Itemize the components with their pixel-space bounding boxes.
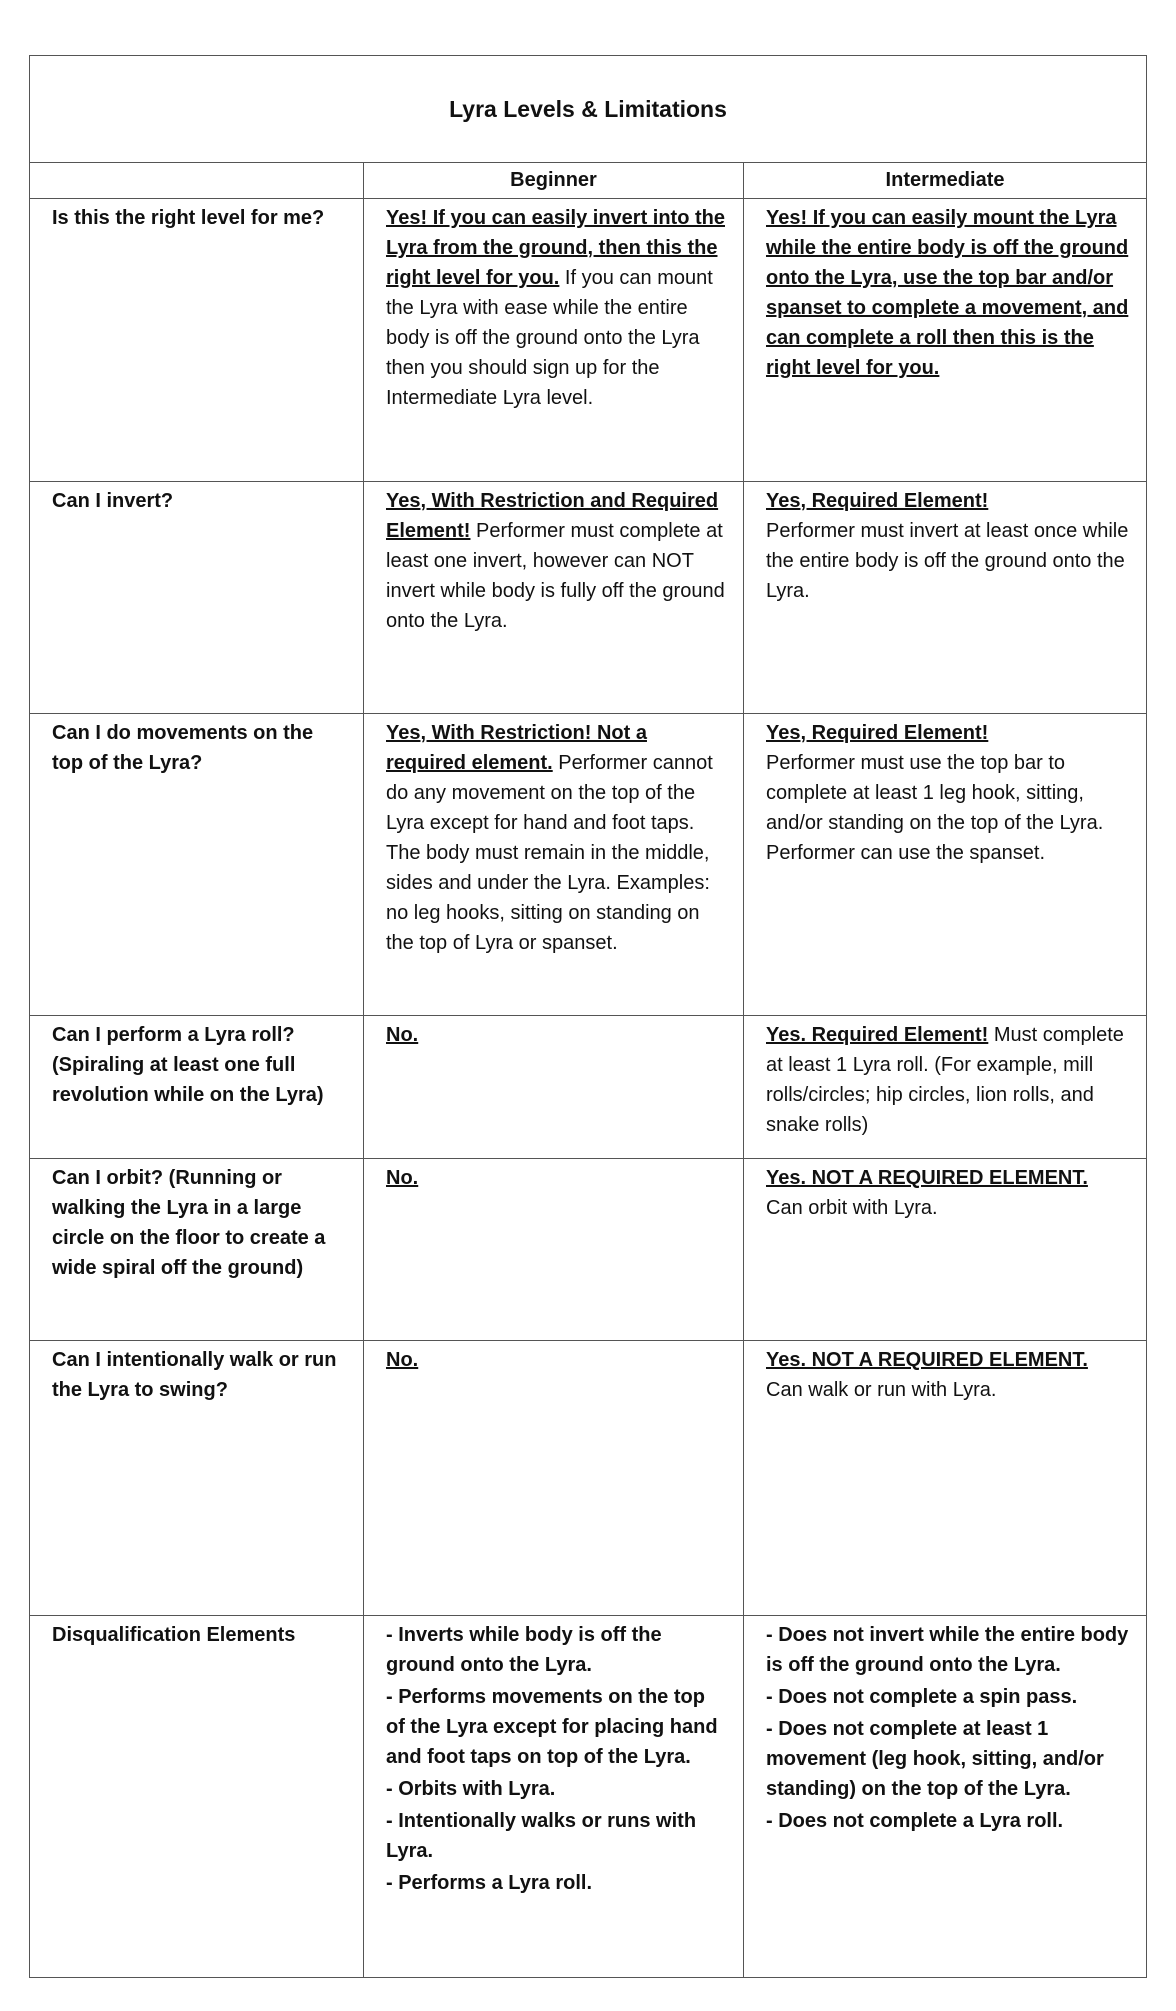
disqualification-item: - Does not invert while the entire body is off the ground onto the Lyra. (766, 1624, 1129, 1676)
table-title: Lyra Levels & Limitations (30, 56, 1147, 163)
question-cell: Can I orbit? (Running or walking the Lyra in a large circle on the floor to create a wide spiral off the ground) (30, 1159, 364, 1341)
intermediate-text: Can walk or run with Lyra. (766, 1379, 997, 1401)
table-row (30, 1159, 1147, 1341)
question-cell: Can I intentionally walk or run the Lyra to swing? (30, 1341, 364, 1616)
disqualification-item: - Inverts while body is off the ground onto the Lyra. (386, 1624, 662, 1676)
intermediate-text: Must complete at least 1 Lyra roll. (For example, mill rolls/circles; hip circles, lion rolls, and snake rolls) (766, 1024, 1124, 1136)
disqualification-item: - Does not complete a Lyra roll. (766, 1810, 1064, 1832)
beginner-cell (364, 1016, 744, 1159)
question-cell: Is this the right level for me? (30, 199, 364, 482)
beginner-text: If you can mount the Lyra with ease while the entire body is off the ground onto the Lyra then you should sign up for the Intermediate Lyra level. (386, 267, 713, 409)
disqualification-row (30, 1616, 1147, 1978)
beginner-cell (364, 1159, 744, 1341)
title-row (30, 56, 1147, 163)
disqualification-item: - Orbits with Lyra. (386, 1778, 556, 1800)
header-intermediate: Intermediate (744, 163, 1147, 199)
beginner-emphasis: Yes, With Restriction! Not a required element. (386, 722, 647, 774)
disqualification-item: - Performs movements on the top of the Lyra except for placing hand and foot taps on top of the Lyra. (386, 1686, 718, 1768)
intermediate-emphasis: Yes. NOT A REQUIRED ELEMENT. (766, 1349, 1088, 1371)
intermediate-disqualification-cell (744, 1616, 1147, 1978)
levels-table (29, 55, 1147, 1978)
header-blank (30, 163, 364, 199)
intermediate-emphasis: Yes. NOT A REQUIRED ELEMENT. (766, 1167, 1088, 1189)
table-row (30, 199, 1147, 482)
beginner-emphasis: No. (386, 1349, 419, 1371)
table-row (30, 1016, 1147, 1159)
beginner-disqualification-cell (364, 1616, 744, 1978)
beginner-emphasis: No. (386, 1167, 419, 1189)
table-row (30, 482, 1147, 714)
intermediate-emphasis: Yes, Required Element! (766, 490, 989, 512)
intermediate-text: Can orbit with Lyra. (766, 1197, 938, 1219)
intermediate-cell (744, 199, 1147, 482)
beginner-cell (364, 199, 744, 482)
header-beginner: Beginner (364, 163, 744, 199)
disqualification-item: - Performs a Lyra roll. (386, 1872, 592, 1894)
disqualification-item: - Does not complete a spin pass. (766, 1686, 1078, 1708)
question-cell: Can I invert? (30, 482, 364, 714)
intermediate-cell (744, 1159, 1147, 1341)
beginner-cell (364, 482, 744, 714)
disqualification-label: Disqualification Elements (30, 1616, 364, 1978)
disqualification-item: - Intentionally walks or runs with Lyra. (386, 1810, 697, 1862)
intermediate-cell (744, 1341, 1147, 1616)
beginner-emphasis: No. (386, 1024, 419, 1046)
question-cell: Can I perform a Lyra roll? (Spiraling at least one full revolution while on the Lyra) (30, 1016, 364, 1159)
intermediate-text: Performer must use the top bar to complete at least 1 leg hook, sitting, and/or standing on the top of the Lyra. Performer can use the spanset. (766, 752, 1104, 864)
disqualification-item: - Does not complete at least 1 movement (leg hook, sitting, and/or standing) on the top of the Lyra. (766, 1718, 1104, 1800)
beginner-emphasis: Yes, With Restriction and Required Element! (386, 490, 719, 542)
table-row (30, 1341, 1147, 1616)
intermediate-cell (744, 1016, 1147, 1159)
beginner-text: Performer must complete at least one invert, however can NOT invert while body is fully off the ground onto the Lyra. (386, 520, 725, 632)
beginner-emphasis: Yes! If you can easily invert into the Lyra from the ground, then this the right level for you. (386, 207, 725, 289)
intermediate-cell (744, 482, 1147, 714)
beginner-text: Performer cannot do any movement on the top of the Lyra except for hand and foot taps. The body must remain in the middle, sides and under the Lyra. Examples: no leg hooks, sitting on standing on the top of Lyra or spanset. (386, 752, 713, 954)
intermediate-emphasis: Yes, Required Element! (766, 722, 989, 744)
intermediate-cell (744, 714, 1147, 1016)
intermediate-emphasis: Yes. Required Element! (766, 1024, 989, 1046)
header-row (30, 163, 1147, 199)
intermediate-text: Performer must invert at least once while the entire body is off the ground onto the Lyra. (766, 520, 1129, 602)
question-cell: Can I do movements on the top of the Lyra? (30, 714, 364, 1016)
table-row (30, 714, 1147, 1016)
intermediate-emphasis: Yes! If you can easily mount the Lyra while the entire body is off the ground onto the Lyra, use the top bar and/or spanset to complete a movement, and can complete a roll then this is the right level for you. (766, 207, 1129, 379)
beginner-cell (364, 1341, 744, 1616)
beginner-cell (364, 714, 744, 1016)
